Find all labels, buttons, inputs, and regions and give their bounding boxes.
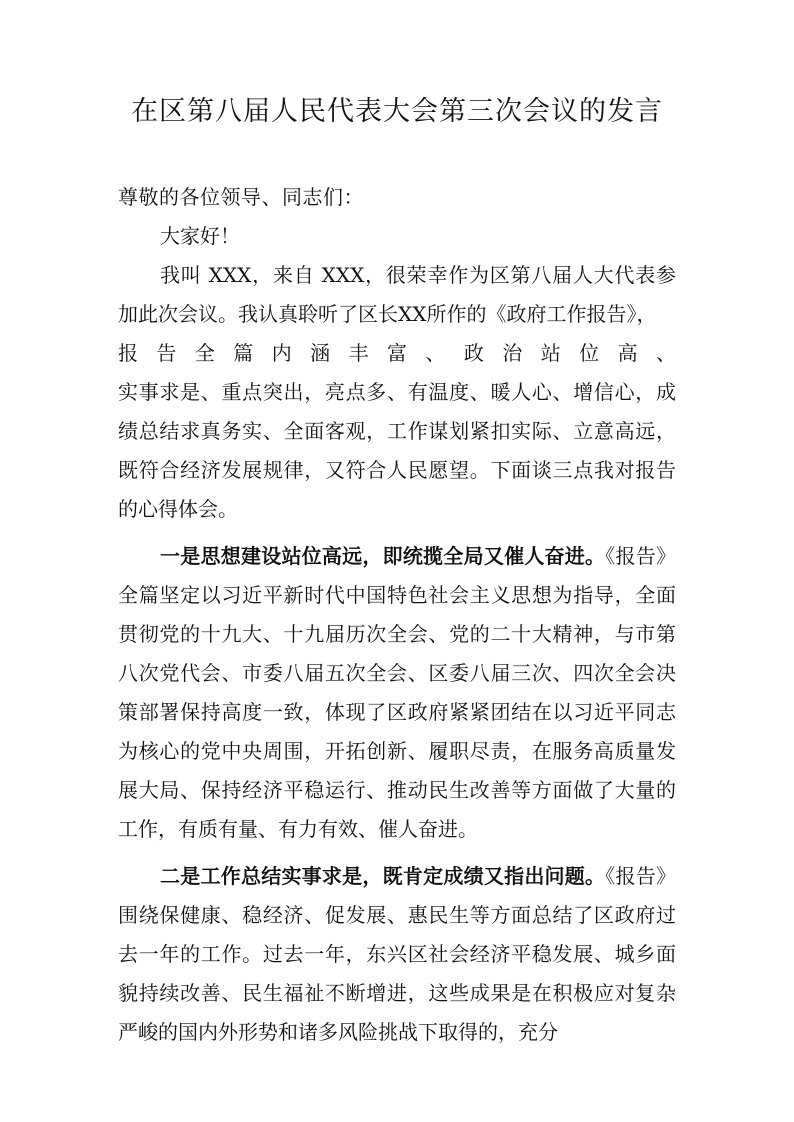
- point-one-text: 《报告》全篇坚定以习近平新时代中国特色社会主义思想为指导，全面贯彻党的十九大、十九届历次全会、党的二十大精神，与市第八次党代会、市委八届五次全会、区委八届三次、四次全会决策部署保持高度一致，体现了区政府紧紧团结在以习近平同志为核心的党中央周围，开拓创新、履职尽责，在服务高质量发展大局、保持经济平稳运行、推动民生改善等方面做了大量的工作，有质有量、有力有效、催人奋进。: [118, 544, 677, 841]
- intro-paragraph-spread-line: 报告全篇内涵丰富、政治站位高、: [118, 341, 676, 365]
- intro-paragraph-part2: 实事求是、重点突出，亮点多、有温度、暖人心、增信心，成绩总结求真务实、全面客观，工作谋划紧扣实际、立意高远，既符合经济发展规律，又符合人民愿望。下面谈三点我对报告的心得体会。: [118, 380, 676, 521]
- greeting: 大家好！: [160, 224, 240, 248]
- point-two-lead: 二是工作总结实事求是，既肯定成绩又指出问题。: [160, 864, 606, 888]
- point-one-paragraph: [118, 537, 676, 849]
- point-two-paragraph: [118, 857, 676, 1052]
- point-two-text: 《报告》围绕保健康、稳经济、促发展、惠民生等方面总结了区政府过去一年的工作。过去一年，东兴区社会经济平稳发展、城乡面貌持续改善、民生福祉不断增进，这些成果是在积极应对复杂严峻的国内外形势和诸多风险挑战下取得的，充分: [118, 864, 677, 1044]
- salutation: 尊敬的各位领导、同志们：: [118, 185, 364, 209]
- document-body: [118, 178, 676, 1052]
- point-one-lead: 一是思想建设站位高远，即统揽全局又催人奋进。: [160, 544, 606, 568]
- intro-paragraph-part1: 我叫 XXX，来自 XXX，很荣幸作为区第八届人大代表参加此次会议。我认真聆听了区长XX所作的《政府工作报告》，: [118, 263, 676, 326]
- document-title: 在区第八届人民代表大会第三次会议的发言: [131, 96, 663, 127]
